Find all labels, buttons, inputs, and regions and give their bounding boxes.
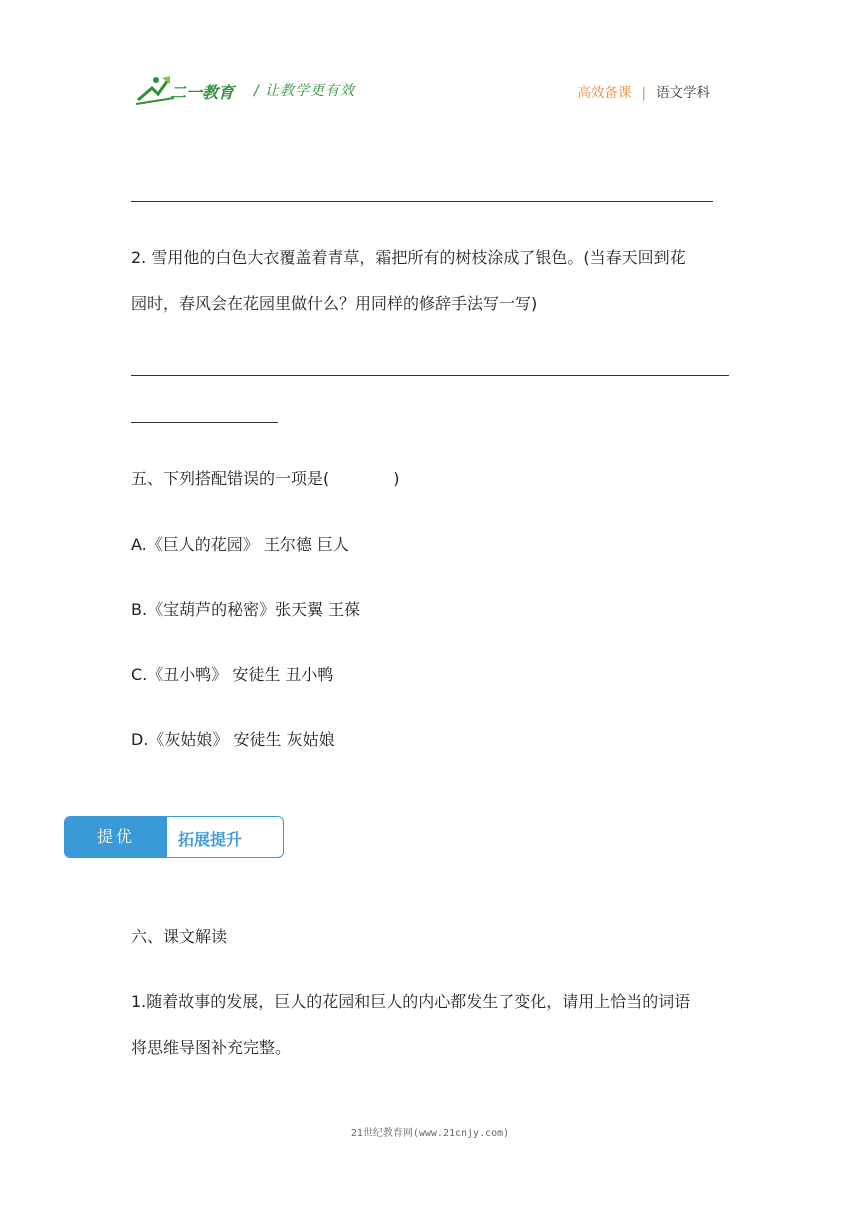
header-label-prep: 高效备课 (577, 85, 632, 101)
brand-logo (134, 74, 246, 106)
header-right (577, 81, 710, 101)
option-c: C.《丑小鸭》 安徒生 丑小鸭 (131, 665, 334, 684)
section6-title: 六、课文解读 (131, 927, 228, 946)
answer-line (131, 375, 729, 376)
answer-line (131, 422, 278, 423)
badge-right-label: 拓展提升 (178, 830, 243, 849)
header-label-subject: 语文学科 (656, 85, 710, 101)
answer-line (131, 201, 713, 202)
badge-left-label: 提优 (65, 817, 167, 857)
q2-line1: 2. 雪用他的白色大衣覆盖着青草，霜把所有的树枝涂成了银色。(当春天回到花 (131, 248, 686, 267)
header-separator: | (641, 85, 646, 101)
section6-q1-line2: 将思维导图补充完整。 (131, 1038, 292, 1057)
q2-line2: 园时，春风会在花园里做什么？用同样的修辞手法写一写) (131, 294, 538, 313)
option-a: A.《巨人的花园》 王尔德 巨人 (131, 535, 349, 554)
section5-title: 五、下列搭配错误的一项是( ) (131, 469, 400, 488)
slogan: / 让教学更有效 (254, 83, 356, 99)
page-footer: 21世纪教育网(www.21cnjy.com) (350, 1128, 510, 1139)
option-d: D.《灰姑娘》 安徒生 灰姑娘 (131, 730, 335, 749)
logo-text: 二一教育 (170, 83, 235, 102)
option-b: B.《宝葫芦的秘密》张天翼 王葆 (131, 600, 361, 619)
section6-q1-line1: 1.随着故事的发展，巨人的花园和巨人的内心都发生了变化，请用上恰当的词语 (131, 992, 691, 1011)
section-badge (64, 816, 284, 858)
